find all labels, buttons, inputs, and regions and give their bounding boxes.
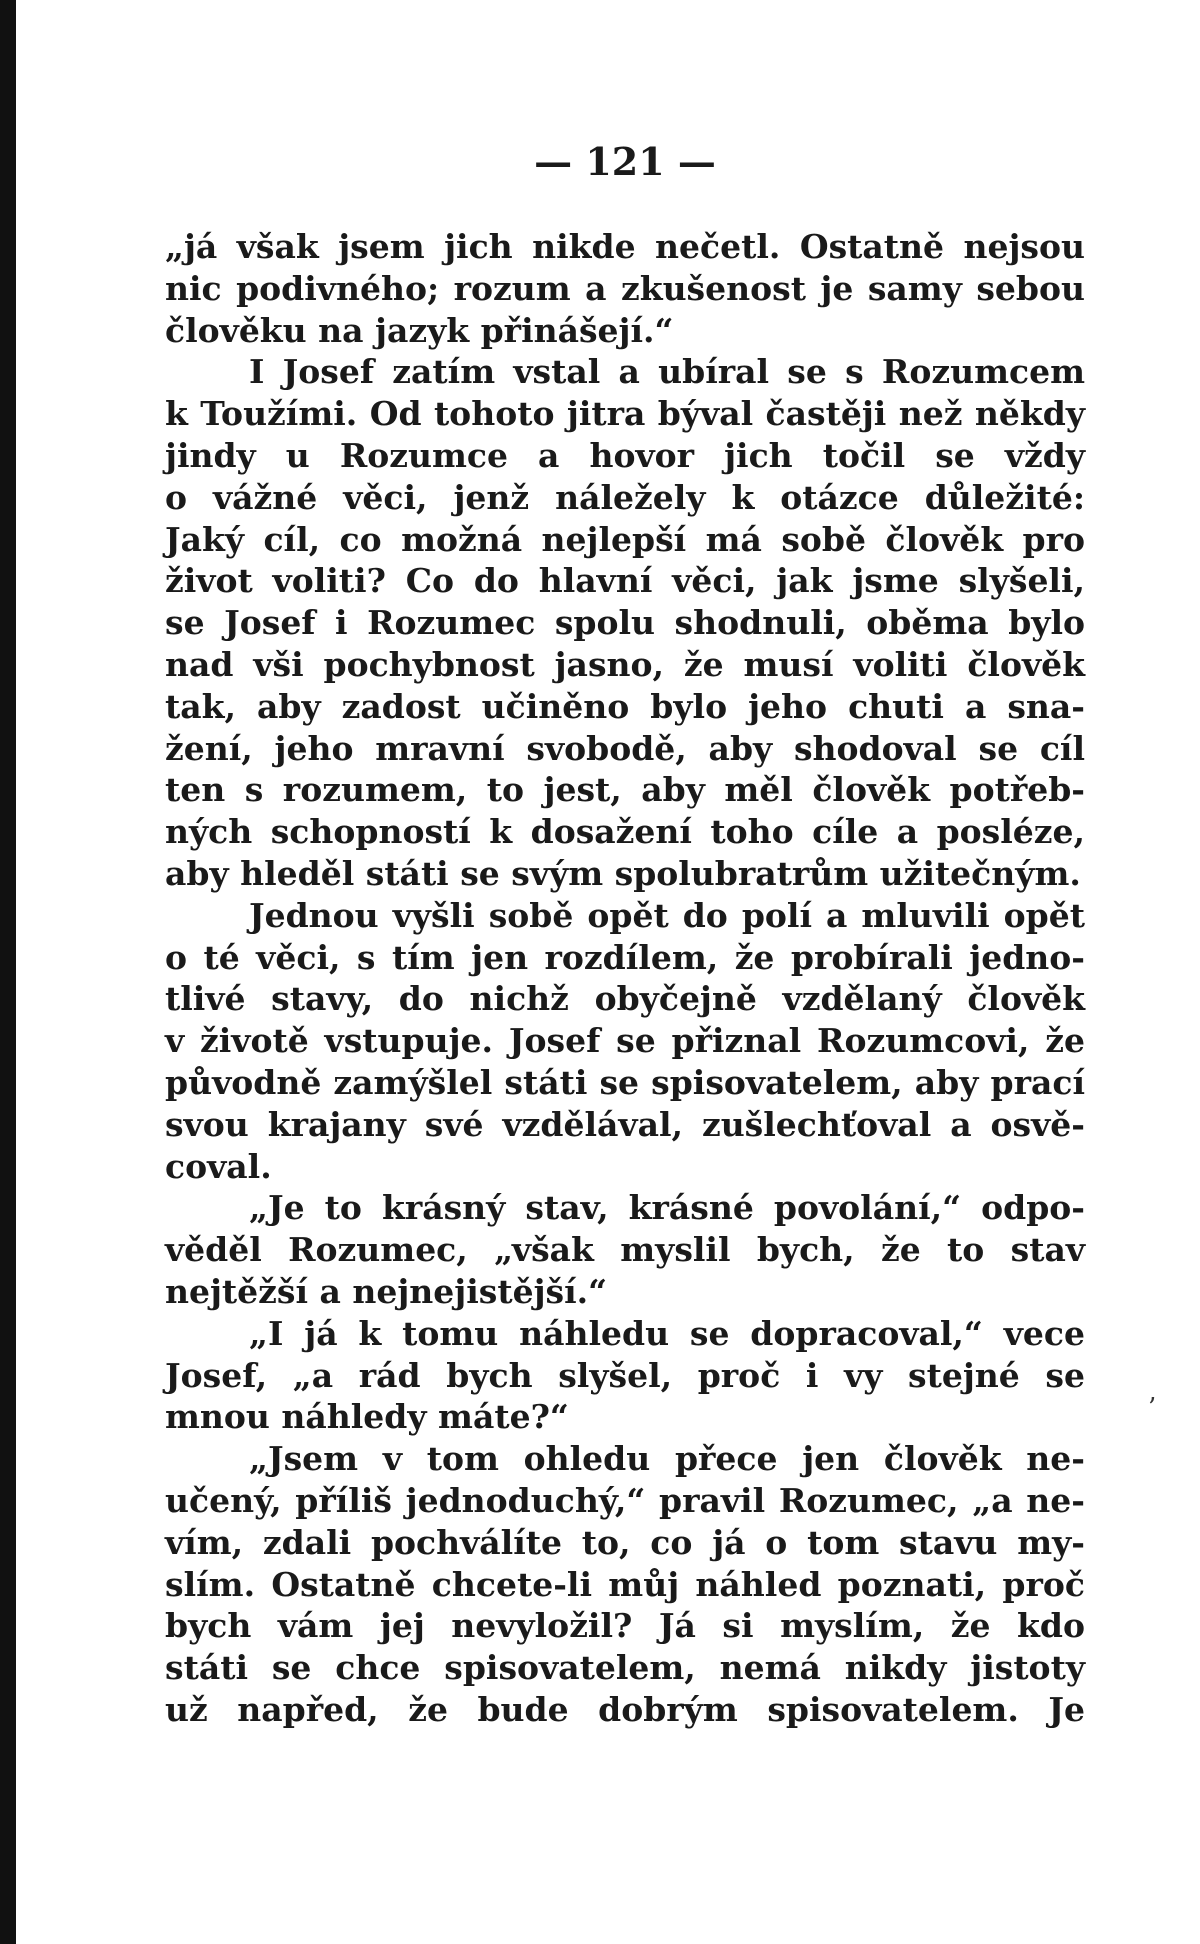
text-line: o vážné věci, jenž náležely k otázce důležité: [165,477,1085,517]
text-line: vím, zdali pochválíte to, co já o tom stavu my- [165,1522,1085,1562]
text-line: svou krajany své vzdělával, zušlechťoval a osvě- [165,1104,1085,1144]
text-line: Jaký cíl, co možná nejlepší má sobě člověk pro [165,519,1085,559]
text-line: „já však jsem jich nikde nečetl. Ostatně nejsou [165,227,1085,266]
text-line: žení, jeho mravní svobodě, aby shodoval se cíl [165,728,1085,768]
text-line: se Josef i Rozumec spolu shodnuli, oběma bylo [165,603,1085,643]
text-line: v životě vstupuje. Josef se přiznal Rozumcovi, že [165,1021,1085,1061]
text-line: coval. [165,1146,272,1186]
text-line: ných schopností k dosažení toho cíle a posléze, [165,812,1085,852]
text-line: k Toužími. Od tohoto jitra býval častěji než někdy [165,394,1085,434]
text-column [165,140,1085,1731]
text-line: jindy u Rozumce a hovor jich točil se vždy [165,435,1085,475]
text-line: už napřed, že bude dobrým spisovatelem. Je [165,1689,1085,1729]
text-line: slím. Ostatně chcete-li můj náhled poznati, proč [165,1564,1085,1604]
text-line: nic podivného; rozum a zkušenost je samy sebou [165,268,1085,308]
text-line: život voliti? Co do hlavní věci, jak jsme slyšeli, [165,561,1085,601]
text-line: tak, aby zadost učiněno bylo jeho chuti a sna- [165,686,1085,726]
text-line: aby hleděl státi se svým spolubratrům užitečným. [165,853,1081,893]
margin-mark: ’ [1148,1393,1157,1423]
text-line: učený, příliš jednoduchý,“ pravil Rozumec, „a ne- [165,1480,1085,1520]
text-line: Josef, „a rád bych slyšel, proč i vy stejné se [165,1355,1085,1395]
text-line: bych vám jej nevyložil? Já si myslím, že kdo [165,1606,1085,1646]
text-line: původně zamýšlel státi se spisovatelem, aby prací [165,1062,1085,1102]
body-text [165,226,1085,1731]
page-binding-edge [0,0,16,1944]
text-line: „Je to krásný stav, krásné povolání,“ odpo- [249,1188,1085,1228]
text-line: státi se chce spisovatelem, nemá nikdy jistoty [165,1648,1085,1688]
text-line: člověku na jazyk přinášejí.“ [165,310,674,350]
text-line: „I já k tomu náhledu se dopracoval,“ vece [249,1313,1085,1353]
text-line: nad vši pochybnost jasno, že musí voliti člověk [165,644,1085,684]
text-line: věděl Rozumec, „však myslil bych, že to stav [165,1230,1085,1270]
text-line: nejtěžší a nejnejistější.“ [165,1271,608,1311]
text-line: Jednou vyšli sobě opět do polí a mluvili opět [249,895,1085,935]
text-line: I Josef zatím vstal a ubíral se s Rozumcem [249,352,1085,392]
text-line: mnou náhledy máte?“ [165,1397,569,1437]
text-line: „Jsem v tom ohledu přece jen člověk ne- [249,1439,1085,1479]
text-line: o té věci, s tím jen rozdílem, že probírali jedno- [165,937,1085,977]
text-line: tlivé stavy, do nichž obyčejně vzdělaný člověk [165,979,1085,1019]
text-line: ten s rozumem, to jest, aby měl člověk potřeb- [165,770,1085,810]
page-number: — 121 — [534,139,716,184]
